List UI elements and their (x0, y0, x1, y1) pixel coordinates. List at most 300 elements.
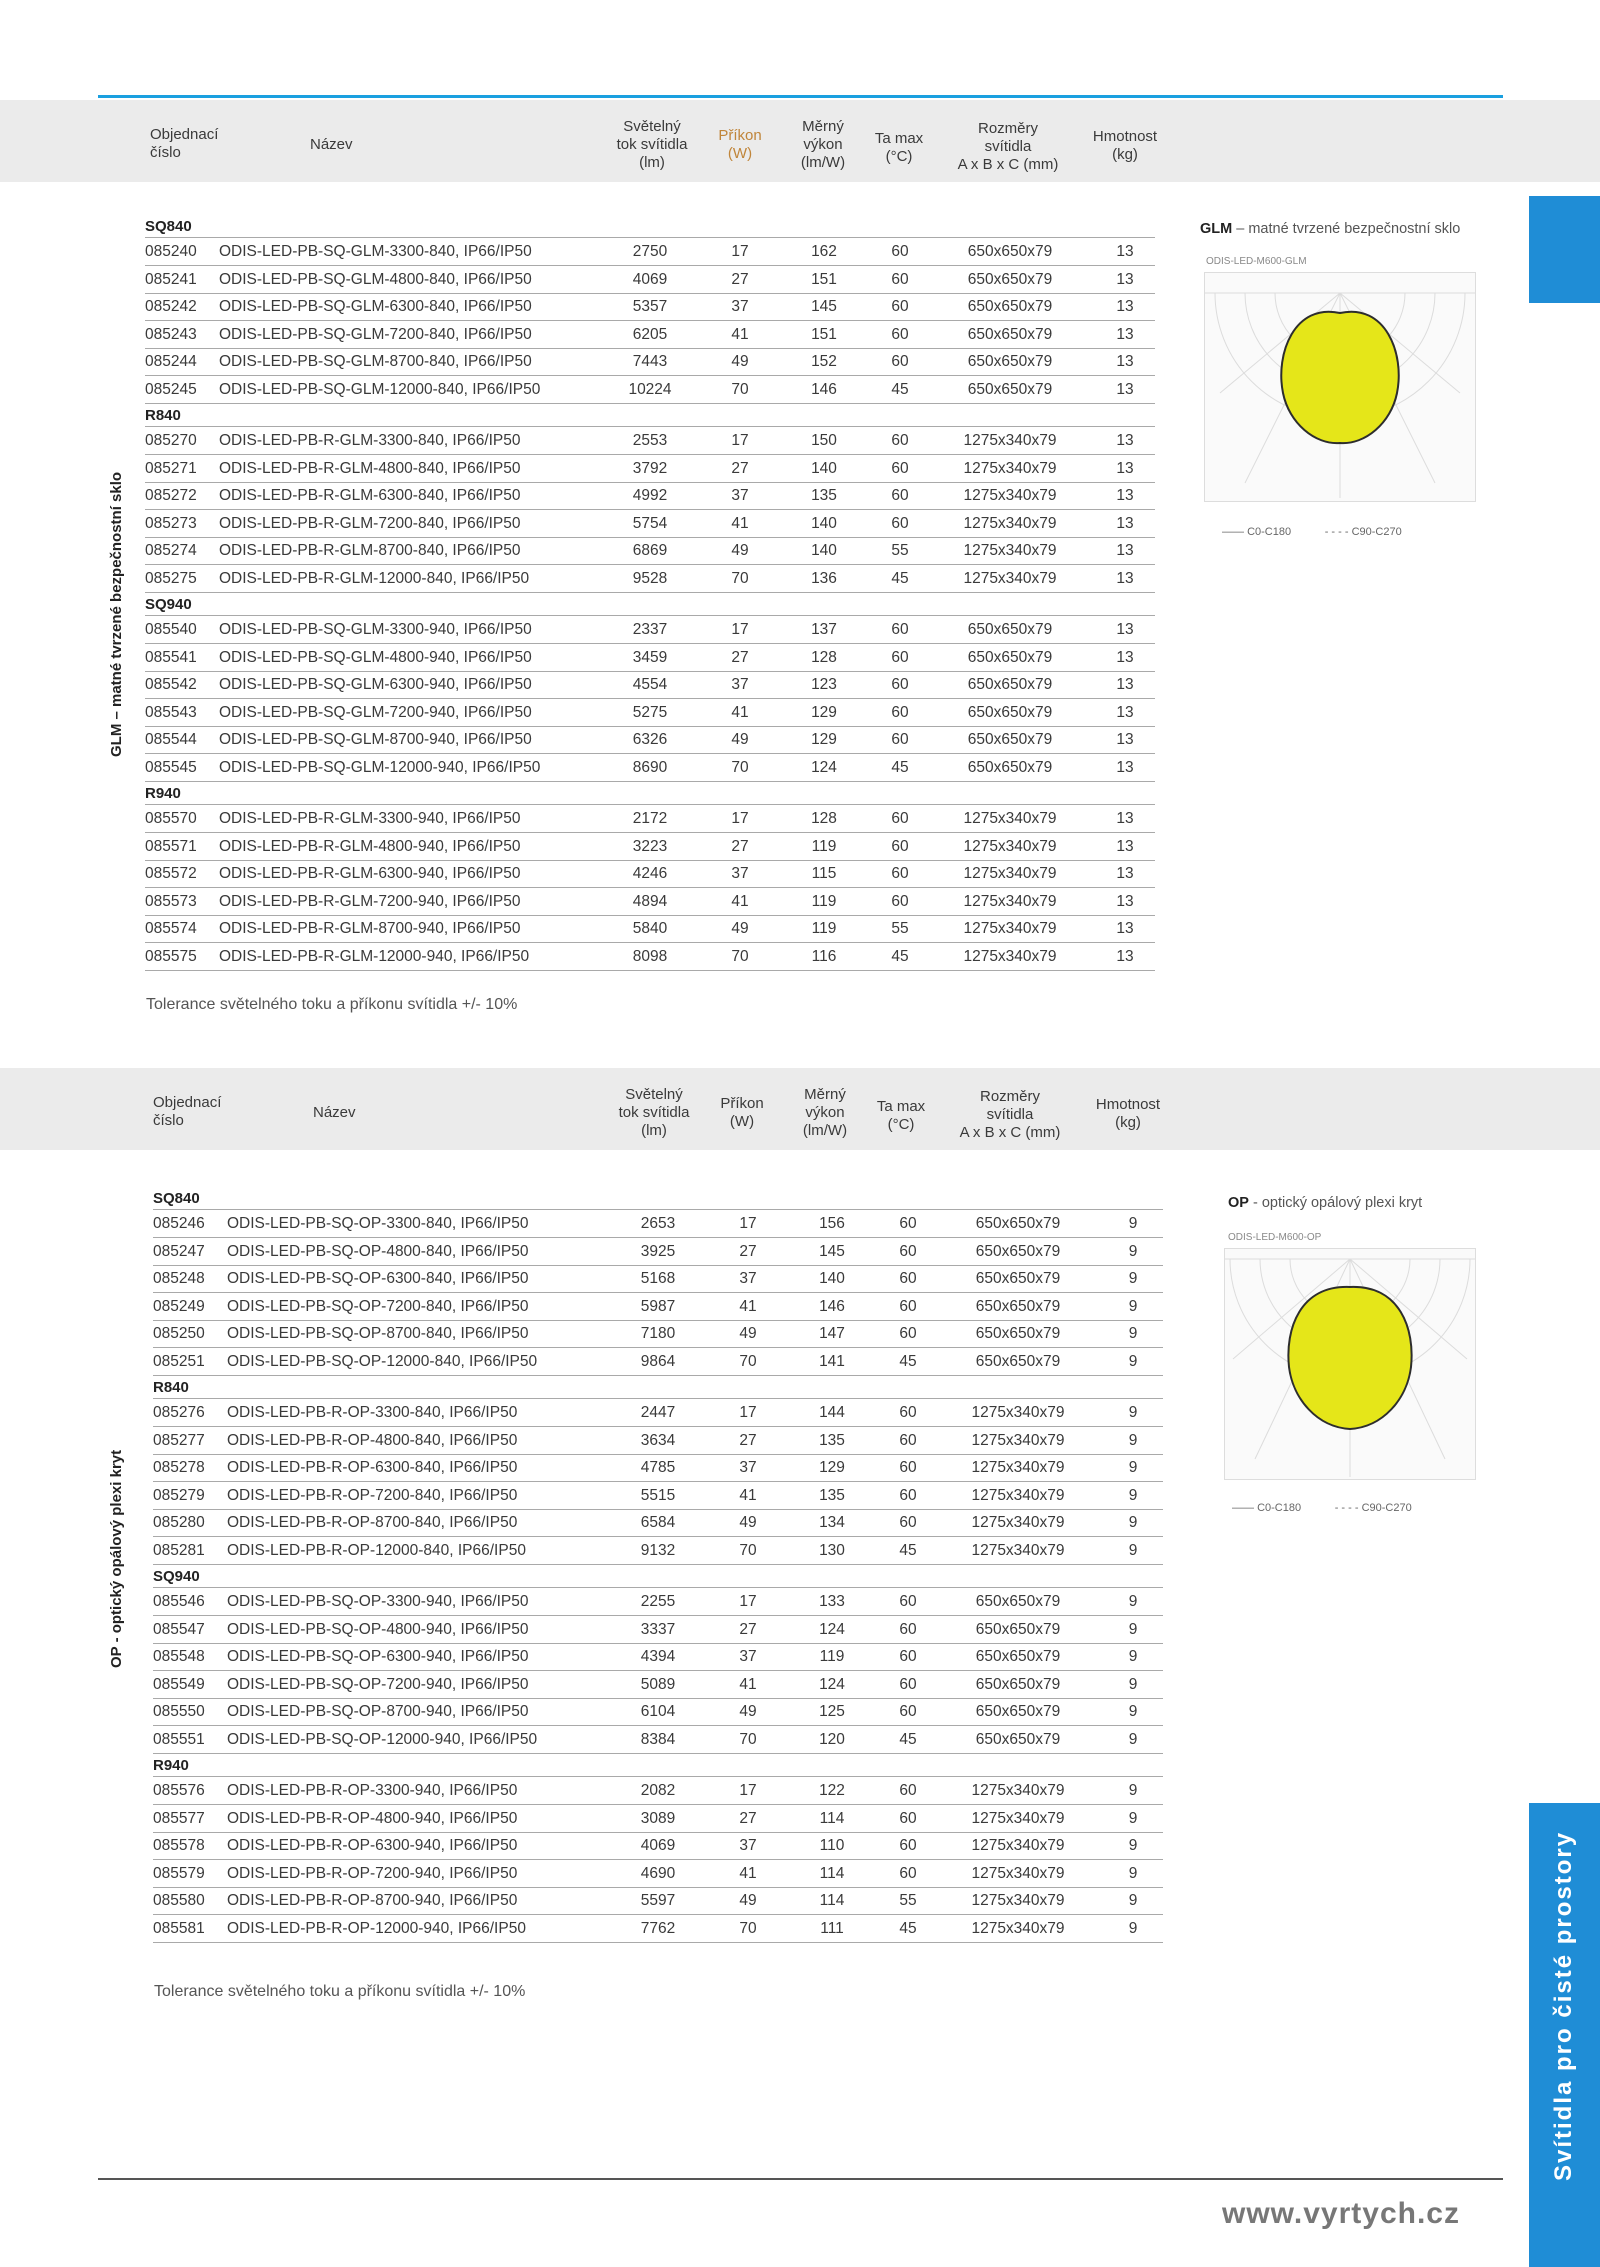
cell-weight: 13 (1116, 865, 1134, 882)
cell-name: ODIS-LED-PB-R-GLM-8700-940, IP66/IP50 (219, 920, 521, 937)
cell-power: 27 (739, 1431, 757, 1449)
cell-order-no: 085245 (145, 380, 197, 398)
cell-ta: 60 (891, 648, 909, 666)
cell-dims: 650x650x79 (967, 648, 1053, 666)
cell-power: 37 (731, 865, 749, 882)
cell-flux: 7762 (640, 1919, 676, 1937)
cell-flux: 4785 (640, 1459, 676, 1476)
cell-weight: 9 (1128, 1514, 1138, 1531)
cell-name: ODIS-LED-PB-R-GLM-4800-840, IP66/IP50 (219, 459, 521, 477)
cell-dims: 1275x340x79 (963, 487, 1057, 504)
cell-order-no: 085242 (145, 298, 197, 315)
cell-order-no: 085549 (153, 1675, 205, 1693)
cell-efficacy: 136 (811, 569, 837, 587)
cell-power: 27 (731, 837, 749, 855)
group-divider (153, 1587, 1163, 1588)
cell-dims: 1275x340x79 (971, 1486, 1065, 1504)
cell-ta: 60 (899, 1514, 917, 1531)
cell-ta: 60 (899, 1297, 917, 1315)
cell-weight: 9 (1128, 1620, 1138, 1638)
cell-flux: 3089 (640, 1809, 676, 1827)
cell-name: ODIS-LED-PB-SQ-OP-7200-840, IP66/IP50 (227, 1297, 529, 1315)
header-ta: Ta max (°C) (874, 130, 924, 165)
cell-power: 49 (739, 1703, 757, 1720)
footer-url[interactable]: www.vyrtych.cz (1222, 2197, 1460, 2230)
cell-weight: 13 (1116, 892, 1134, 910)
cell-flux: 5840 (632, 920, 668, 937)
cell-weight: 13 (1116, 542, 1134, 559)
cell-dims: 650x650x79 (975, 1620, 1061, 1638)
cell-ta: 55 (891, 542, 909, 559)
table-row (145, 322, 1155, 349)
cell-name: ODIS-LED-PB-SQ-OP-8700-940, IP66/IP50 (227, 1703, 529, 1720)
tolerance-note-glm: Tolerance světelného toku a příkonu svítidla +/- 10% (146, 996, 518, 1013)
cell-weight: 13 (1116, 353, 1134, 370)
cell-flux: 4992 (632, 487, 668, 504)
group-divider (153, 1209, 1163, 1210)
table-row (145, 889, 1155, 916)
cell-efficacy: 122 (819, 1782, 845, 1799)
cell-order-no: 085280 (153, 1514, 205, 1531)
cell-power: 41 (731, 703, 749, 721)
cell-weight: 9 (1128, 1648, 1138, 1665)
cell-ta: 60 (891, 837, 909, 855)
cell-power: 70 (731, 947, 749, 965)
cell-efficacy: 129 (819, 1459, 845, 1476)
cell-order-no: 085579 (153, 1864, 205, 1882)
cell-flux: 9132 (640, 1541, 676, 1559)
cell-weight: 9 (1128, 1431, 1138, 1449)
cell-order-no: 085275 (145, 569, 197, 587)
table-row (145, 755, 1155, 782)
cell-weight: 9 (1128, 1352, 1138, 1370)
cell-power: 17 (731, 243, 749, 260)
cell-ta: 60 (891, 810, 909, 827)
cell-weight: 9 (1128, 1325, 1138, 1342)
header-efficacy-2: Měrný výkon (lm/W) (802, 1086, 848, 1139)
cell-flux: 5089 (640, 1675, 676, 1693)
cell-flux: 3459 (632, 648, 668, 666)
cell-order-no: 085240 (145, 243, 197, 260)
cell-efficacy: 135 (811, 487, 837, 504)
cell-efficacy: 150 (811, 432, 837, 449)
cell-flux: 2082 (640, 1782, 676, 1799)
cell-power: 49 (739, 1325, 757, 1342)
cell-dims: 1275x340x79 (971, 1837, 1065, 1854)
table-row (145, 700, 1155, 727)
cell-power: 37 (739, 1459, 757, 1476)
cell-ta: 60 (899, 1620, 917, 1638)
cell-name: ODIS-LED-PB-R-GLM-6300-940, IP66/IP50 (219, 865, 521, 882)
cell-order-no: 085243 (145, 325, 197, 343)
cell-flux: 6104 (640, 1703, 676, 1720)
cell-name: ODIS-LED-PB-R-GLM-6300-840, IP66/IP50 (219, 487, 521, 504)
cell-order-no: 085574 (145, 920, 197, 937)
cell-efficacy: 114 (819, 1892, 845, 1909)
cell-name: ODIS-LED-PB-SQ-GLM-3300-940, IP66/IP50 (219, 621, 532, 638)
cell-flux: 2750 (632, 243, 668, 260)
cell-power: 41 (731, 514, 749, 532)
cell-efficacy: 140 (811, 514, 837, 532)
cell-dims: 650x650x79 (975, 1352, 1061, 1370)
cell-power: 37 (739, 1837, 757, 1854)
table-row (145, 538, 1155, 565)
side-label-glm: GLM – matné tvrzené bezpečnostní sklo (108, 471, 125, 757)
cell-weight: 9 (1128, 1919, 1138, 1937)
cell-power: 41 (739, 1864, 757, 1882)
cell-efficacy: 115 (811, 865, 837, 882)
cell-order-no: 085543 (145, 703, 197, 721)
cell-power: 27 (739, 1620, 757, 1638)
header-efficacy: Měrný výkon (lm/W) (800, 118, 846, 171)
cell-flux: 6326 (632, 731, 668, 748)
cell-ta: 60 (891, 487, 909, 504)
cell-weight: 13 (1116, 325, 1134, 343)
cell-name: ODIS-LED-PB-SQ-GLM-3300-840, IP66/IP50 (219, 243, 532, 260)
cell-flux: 9864 (640, 1352, 676, 1370)
cell-name: ODIS-LED-PB-R-OP-7200-940, IP66/IP50 (227, 1864, 518, 1882)
cell-ta: 60 (891, 731, 909, 748)
group-label: R840 (145, 407, 181, 424)
cell-name: ODIS-LED-PB-R-OP-4800-840, IP66/IP50 (227, 1431, 518, 1449)
table-row (153, 1211, 1163, 1238)
cell-efficacy: 152 (811, 353, 837, 370)
cell-flux: 5357 (632, 298, 668, 315)
cell-dims: 1275x340x79 (963, 892, 1057, 910)
cell-order-no: 085249 (153, 1297, 205, 1315)
cell-efficacy: 128 (811, 810, 837, 827)
cell-flux: 5168 (640, 1270, 676, 1287)
group-label: R940 (153, 1757, 189, 1774)
cell-efficacy: 151 (811, 325, 837, 343)
cell-order-no: 085573 (145, 892, 197, 910)
cell-dims: 1275x340x79 (963, 542, 1057, 559)
cell-ta: 45 (899, 1352, 917, 1370)
polar-curve-glm (1281, 312, 1398, 443)
table-row (145, 727, 1155, 754)
polar-curve-svg-glm (1205, 273, 1475, 501)
polar-curve-op (1288, 1287, 1411, 1429)
cell-flux: 4394 (640, 1648, 676, 1665)
cell-name: ODIS-LED-PB-SQ-GLM-8700-840, IP66/IP50 (219, 353, 532, 370)
cell-ta: 60 (899, 1325, 917, 1342)
cell-power: 70 (731, 569, 749, 587)
cell-efficacy: 141 (819, 1352, 845, 1370)
cell-name: ODIS-LED-PB-SQ-GLM-4800-840, IP66/IP50 (219, 270, 532, 288)
cell-efficacy: 134 (819, 1514, 845, 1531)
cell-order-no: 085272 (145, 487, 197, 504)
cell-order-no: 085545 (145, 758, 197, 776)
cell-order-no: 085578 (153, 1837, 205, 1854)
cell-ta: 60 (891, 459, 909, 477)
cell-power: 49 (731, 731, 749, 748)
cell-power: 70 (731, 380, 749, 398)
table-row (145, 566, 1155, 593)
cell-efficacy: 140 (819, 1270, 845, 1287)
cell-name: ODIS-LED-PB-R-OP-6300-840, IP66/IP50 (227, 1459, 518, 1476)
cell-order-no: 085244 (145, 353, 197, 370)
cell-flux: 7180 (640, 1325, 676, 1342)
cell-name: ODIS-LED-PB-R-GLM-12000-840, IP66/IP50 (219, 569, 530, 587)
cell-weight: 13 (1116, 731, 1134, 748)
cell-weight: 13 (1116, 648, 1134, 666)
cell-ta: 60 (899, 1593, 917, 1610)
cell-power: 41 (739, 1675, 757, 1693)
cell-power: 49 (731, 542, 749, 559)
table-row (153, 1538, 1163, 1565)
cell-power: 37 (731, 298, 749, 315)
cell-dims: 1275x340x79 (971, 1541, 1065, 1559)
cell-efficacy: 140 (811, 459, 837, 477)
cell-flux: 8098 (632, 947, 668, 965)
cell-power: 70 (731, 758, 749, 776)
cell-efficacy: 156 (819, 1215, 845, 1232)
cell-ta: 60 (899, 1809, 917, 1827)
table-row (153, 1239, 1163, 1266)
header-power: Příkon (W) (718, 127, 762, 162)
table-row (153, 1672, 1163, 1699)
cell-dims: 650x650x79 (967, 758, 1053, 776)
cell-order-no: 085276 (153, 1404, 205, 1421)
cell-order-no: 085572 (145, 865, 197, 882)
cell-power: 70 (739, 1919, 757, 1937)
cell-efficacy: 145 (811, 298, 837, 315)
cell-power: 70 (739, 1541, 757, 1559)
cell-flux: 5597 (640, 1892, 676, 1909)
cell-flux: 3634 (640, 1431, 676, 1449)
cell-flux: 3925 (640, 1242, 676, 1260)
polar-diagram-glm (1204, 272, 1476, 502)
cell-efficacy: 114 (819, 1864, 845, 1882)
cell-name: ODIS-LED-PB-R-OP-8700-840, IP66/IP50 (227, 1514, 518, 1531)
header-weight-2: Hmotnost (kg) (1095, 1096, 1161, 1131)
cell-flux: 2172 (632, 810, 668, 827)
cell-weight: 13 (1116, 837, 1134, 855)
cell-ta: 60 (891, 676, 909, 693)
cell-ta: 60 (891, 325, 909, 343)
cell-ta: 60 (899, 1703, 917, 1720)
cell-ta: 60 (899, 1242, 917, 1260)
cell-ta: 60 (899, 1270, 917, 1287)
cell-weight: 9 (1128, 1459, 1138, 1476)
header-order-no: Objednací číslo (150, 126, 219, 161)
cell-flux: 8690 (632, 758, 668, 776)
photometric-subtitle-glm: ODIS-LED-M600-GLM (1206, 256, 1307, 267)
table-header-op (0, 1068, 1600, 1150)
cell-name: ODIS-LED-PB-SQ-GLM-7200-940, IP66/IP50 (219, 703, 532, 721)
photometric-title-op: OP - optický opálový plexi kryt (1228, 1195, 1423, 1211)
cell-order-no: 085542 (145, 676, 197, 693)
cell-efficacy: 135 (819, 1431, 845, 1449)
cell-dims: 650x650x79 (975, 1675, 1061, 1693)
cell-ta: 60 (899, 1675, 917, 1693)
cell-dims: 650x650x79 (975, 1648, 1061, 1665)
cell-weight: 9 (1128, 1892, 1138, 1909)
table-row (145, 483, 1155, 510)
table-header-glm (0, 100, 1600, 182)
table-row (145, 239, 1155, 266)
cell-power: 17 (739, 1593, 757, 1610)
cell-flux: 4069 (632, 270, 668, 288)
cell-dims: 650x650x79 (967, 353, 1053, 370)
cell-flux: 2337 (632, 621, 668, 638)
cell-order-no: 085547 (153, 1620, 205, 1638)
header-name: Název (310, 136, 353, 153)
side-label-op: OP - optický opálový plexi kryt (108, 1449, 125, 1668)
cell-ta: 45 (891, 569, 909, 587)
cell-order-no: 085541 (145, 648, 197, 666)
cell-order-no: 085278 (153, 1459, 205, 1476)
table-row (145, 456, 1155, 483)
cell-name: ODIS-LED-PB-R-GLM-8700-840, IP66/IP50 (219, 542, 521, 559)
cell-power: 70 (739, 1730, 757, 1748)
group-divider (153, 1398, 1163, 1399)
cell-name: ODIS-LED-PB-R-GLM-3300-840, IP66/IP50 (219, 432, 521, 449)
cell-dims: 650x650x79 (967, 298, 1053, 315)
table-row (153, 1510, 1163, 1537)
cell-order-no: 085570 (145, 810, 197, 827)
table-row (145, 944, 1155, 971)
cell-name: ODIS-LED-PB-SQ-GLM-12000-840, IP66/IP50 (219, 380, 541, 398)
cell-flux: 2447 (640, 1404, 676, 1421)
cell-dims: 1275x340x79 (963, 569, 1057, 587)
table-row (145, 645, 1155, 672)
cell-name: ODIS-LED-PB-SQ-OP-7200-940, IP66/IP50 (227, 1675, 529, 1693)
table-row (145, 834, 1155, 861)
cell-weight: 9 (1128, 1703, 1138, 1720)
cell-efficacy: 140 (811, 542, 837, 559)
cell-ta: 45 (891, 380, 909, 398)
cell-efficacy: 124 (819, 1620, 845, 1638)
cell-efficacy: 144 (819, 1404, 845, 1421)
cell-weight: 9 (1128, 1782, 1138, 1799)
cell-flux: 7443 (632, 353, 668, 370)
cell-dims: 650x650x79 (967, 731, 1053, 748)
cell-ta: 60 (891, 298, 909, 315)
table-row (153, 1888, 1163, 1915)
table-row (153, 1349, 1163, 1376)
cell-ta: 60 (899, 1782, 917, 1799)
cell-flux: 5515 (640, 1486, 676, 1504)
cell-order-no: 085241 (145, 270, 197, 288)
cell-dims: 650x650x79 (967, 270, 1053, 288)
cell-dims: 1275x340x79 (963, 865, 1057, 882)
cell-dims: 650x650x79 (975, 1593, 1061, 1610)
group-divider (153, 1776, 1163, 1777)
header-dims-2: Rozměry svítidla A x B x C (mm) (959, 1088, 1061, 1141)
cell-power: 27 (739, 1242, 757, 1260)
cell-flux: 4690 (640, 1864, 676, 1882)
cell-efficacy: 145 (819, 1242, 845, 1260)
cell-ta: 45 (899, 1730, 917, 1748)
table-row (145, 806, 1155, 833)
cell-dims: 650x650x79 (967, 325, 1053, 343)
table-row (153, 1833, 1163, 1860)
cell-ta: 60 (891, 432, 909, 449)
table-row (153, 1861, 1163, 1888)
cell-dims: 1275x340x79 (971, 1919, 1065, 1937)
cell-power: 27 (739, 1809, 757, 1827)
tolerance-note-op: Tolerance světelného toku a příkonu svítidla +/- 10% (154, 1983, 526, 2000)
cell-dims: 650x650x79 (975, 1730, 1061, 1748)
photometric-title-glm: GLM – matné tvrzené bezpečnostní sklo (1200, 221, 1461, 237)
legend-op: —— C0-C180 - - - - C90-C270 (1232, 1502, 1412, 1514)
cell-ta: 60 (891, 621, 909, 638)
cell-order-no: 085551 (153, 1730, 205, 1748)
top-rule (98, 95, 1503, 98)
cell-flux: 5987 (640, 1297, 676, 1315)
cell-efficacy: 124 (811, 758, 837, 776)
cell-weight: 13 (1116, 380, 1134, 398)
cell-weight: 13 (1116, 270, 1134, 288)
cell-order-no: 085248 (153, 1270, 205, 1287)
cell-efficacy: 146 (819, 1297, 845, 1315)
cell-flux: 3337 (640, 1620, 676, 1638)
cell-name: ODIS-LED-PB-R-OP-4800-940, IP66/IP50 (227, 1809, 518, 1827)
side-tab-top (1529, 196, 1600, 303)
cell-flux: 9528 (632, 569, 668, 587)
cell-power: 37 (731, 487, 749, 504)
cell-power: 37 (739, 1648, 757, 1665)
cell-weight: 9 (1128, 1837, 1138, 1854)
header-weight: Hmotnost (kg) (1092, 128, 1158, 163)
cell-weight: 13 (1116, 676, 1134, 693)
cell-efficacy: 120 (819, 1730, 845, 1748)
cell-weight: 13 (1116, 810, 1134, 827)
cell-efficacy: 114 (819, 1809, 845, 1827)
table-row (145, 349, 1155, 376)
cell-name: ODIS-LED-PB-SQ-OP-4800-940, IP66/IP50 (227, 1620, 529, 1638)
cell-power: 17 (731, 810, 749, 827)
cell-flux: 3223 (632, 837, 668, 855)
cell-weight: 13 (1116, 621, 1134, 638)
cell-efficacy: 162 (811, 243, 837, 260)
cell-efficacy: 128 (811, 648, 837, 666)
cell-name: ODIS-LED-PB-R-GLM-7200-940, IP66/IP50 (219, 892, 521, 910)
group-divider (145, 804, 1155, 805)
cell-order-no: 085271 (145, 459, 197, 477)
cell-order-no: 085544 (145, 731, 197, 748)
cell-ta: 60 (899, 1864, 917, 1882)
cell-weight: 13 (1116, 487, 1134, 504)
cell-name: ODIS-LED-PB-SQ-OP-6300-840, IP66/IP50 (227, 1270, 529, 1287)
cell-power: 17 (731, 621, 749, 638)
cell-name: ODIS-LED-PB-R-OP-12000-840, IP66/IP50 (227, 1541, 526, 1559)
cell-name: ODIS-LED-PB-SQ-OP-12000-840, IP66/IP50 (227, 1352, 538, 1370)
cell-weight: 9 (1128, 1809, 1138, 1827)
cell-order-no: 085246 (153, 1215, 205, 1232)
cell-efficacy: 147 (819, 1325, 845, 1342)
cell-dims: 1275x340x79 (971, 1404, 1065, 1421)
cell-weight: 13 (1116, 920, 1134, 937)
cell-order-no: 085274 (145, 542, 197, 559)
cell-power: 27 (731, 648, 749, 666)
cell-name: ODIS-LED-PB-SQ-OP-6300-940, IP66/IP50 (227, 1648, 529, 1665)
cell-flux: 2553 (632, 432, 668, 449)
cell-power: 41 (731, 325, 749, 343)
cell-name: ODIS-LED-PB-R-GLM-7200-840, IP66/IP50 (219, 514, 521, 532)
cell-order-no: 085575 (145, 947, 197, 965)
cell-order-no: 085580 (153, 1892, 205, 1909)
cell-flux: 5275 (632, 703, 668, 721)
cell-dims: 1275x340x79 (963, 920, 1057, 937)
table-row (145, 511, 1155, 538)
cell-efficacy: 146 (811, 380, 837, 398)
cell-name: ODIS-LED-PB-R-GLM-12000-940, IP66/IP50 (219, 947, 530, 965)
cell-flux: 6869 (632, 542, 668, 559)
table-row (153, 1294, 1163, 1321)
cell-power: 49 (739, 1892, 757, 1909)
